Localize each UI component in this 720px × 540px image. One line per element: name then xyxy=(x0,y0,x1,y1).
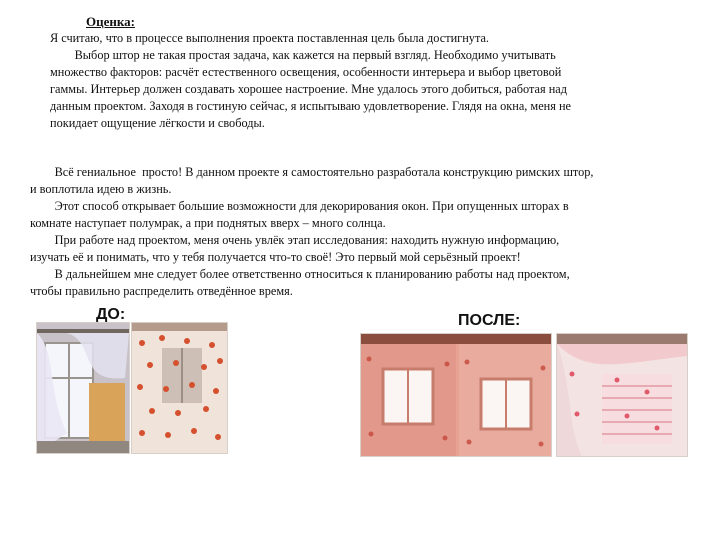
conclusion-paragraph xyxy=(30,164,594,300)
text-line: Всё гениальное просто! В данном проекте я самостоятельно разработала конструкцию римских штор, xyxy=(30,165,594,179)
text-line: комнате наступает полумрак, а при поднятых вверх – много солнца. xyxy=(30,216,386,230)
text-line: и воплотила идею в жизнь. xyxy=(30,182,172,196)
after-photo-red-curtains xyxy=(360,333,552,457)
before-label: ДО: xyxy=(96,306,126,323)
heading-evaluation: Оценка: xyxy=(86,14,135,29)
text-line: покидает ощущение лёгкости и свободы. xyxy=(50,116,265,130)
before-photo-red-dot-tulle xyxy=(131,322,228,454)
text-line: При работе над проектом, меня очень увлёк этап исследования: находить нужную информацию, xyxy=(30,233,560,247)
after-label: ПОСЛЕ: xyxy=(458,312,521,329)
text-line: Я считаю, что в процессе выполнения проекта поставленная цель была достигнута. xyxy=(50,31,490,45)
text-line: В дальнейшем мне следует более ответственно относиться к планированию работы над проектом, xyxy=(30,267,570,281)
before-photo-white-curtain xyxy=(36,322,130,454)
after-photo-roman-blind xyxy=(556,333,688,457)
evaluation-paragraph xyxy=(50,30,571,132)
text-line: множество факторов: расчёт естественного освещения, особенности интерьера и выбор цветовой xyxy=(50,65,562,79)
text-line: данным проектом. Заходя в гостиную сейчас, я испытываю удовлетворение. Глядя на окна, меня не xyxy=(50,99,572,113)
text-line: чтобы правильно распределить отведённое время. xyxy=(30,284,293,298)
text-line: изучать её и понимать, что у тебя получается что-то своё! Это первый мой серьёзный проект! xyxy=(30,250,521,264)
text-line: Выбор штор не такая простая задача, как кажется на первый взгляд. Необходимо учитывать xyxy=(50,48,556,62)
text-line: Этот способ открывает большие возможности для декорирования окон. При опущенных шторах в xyxy=(30,199,569,213)
text-line: гаммы. Интерьер должен создавать хорошее настроение. Мне удалось этого добиться, работая над xyxy=(50,82,568,96)
